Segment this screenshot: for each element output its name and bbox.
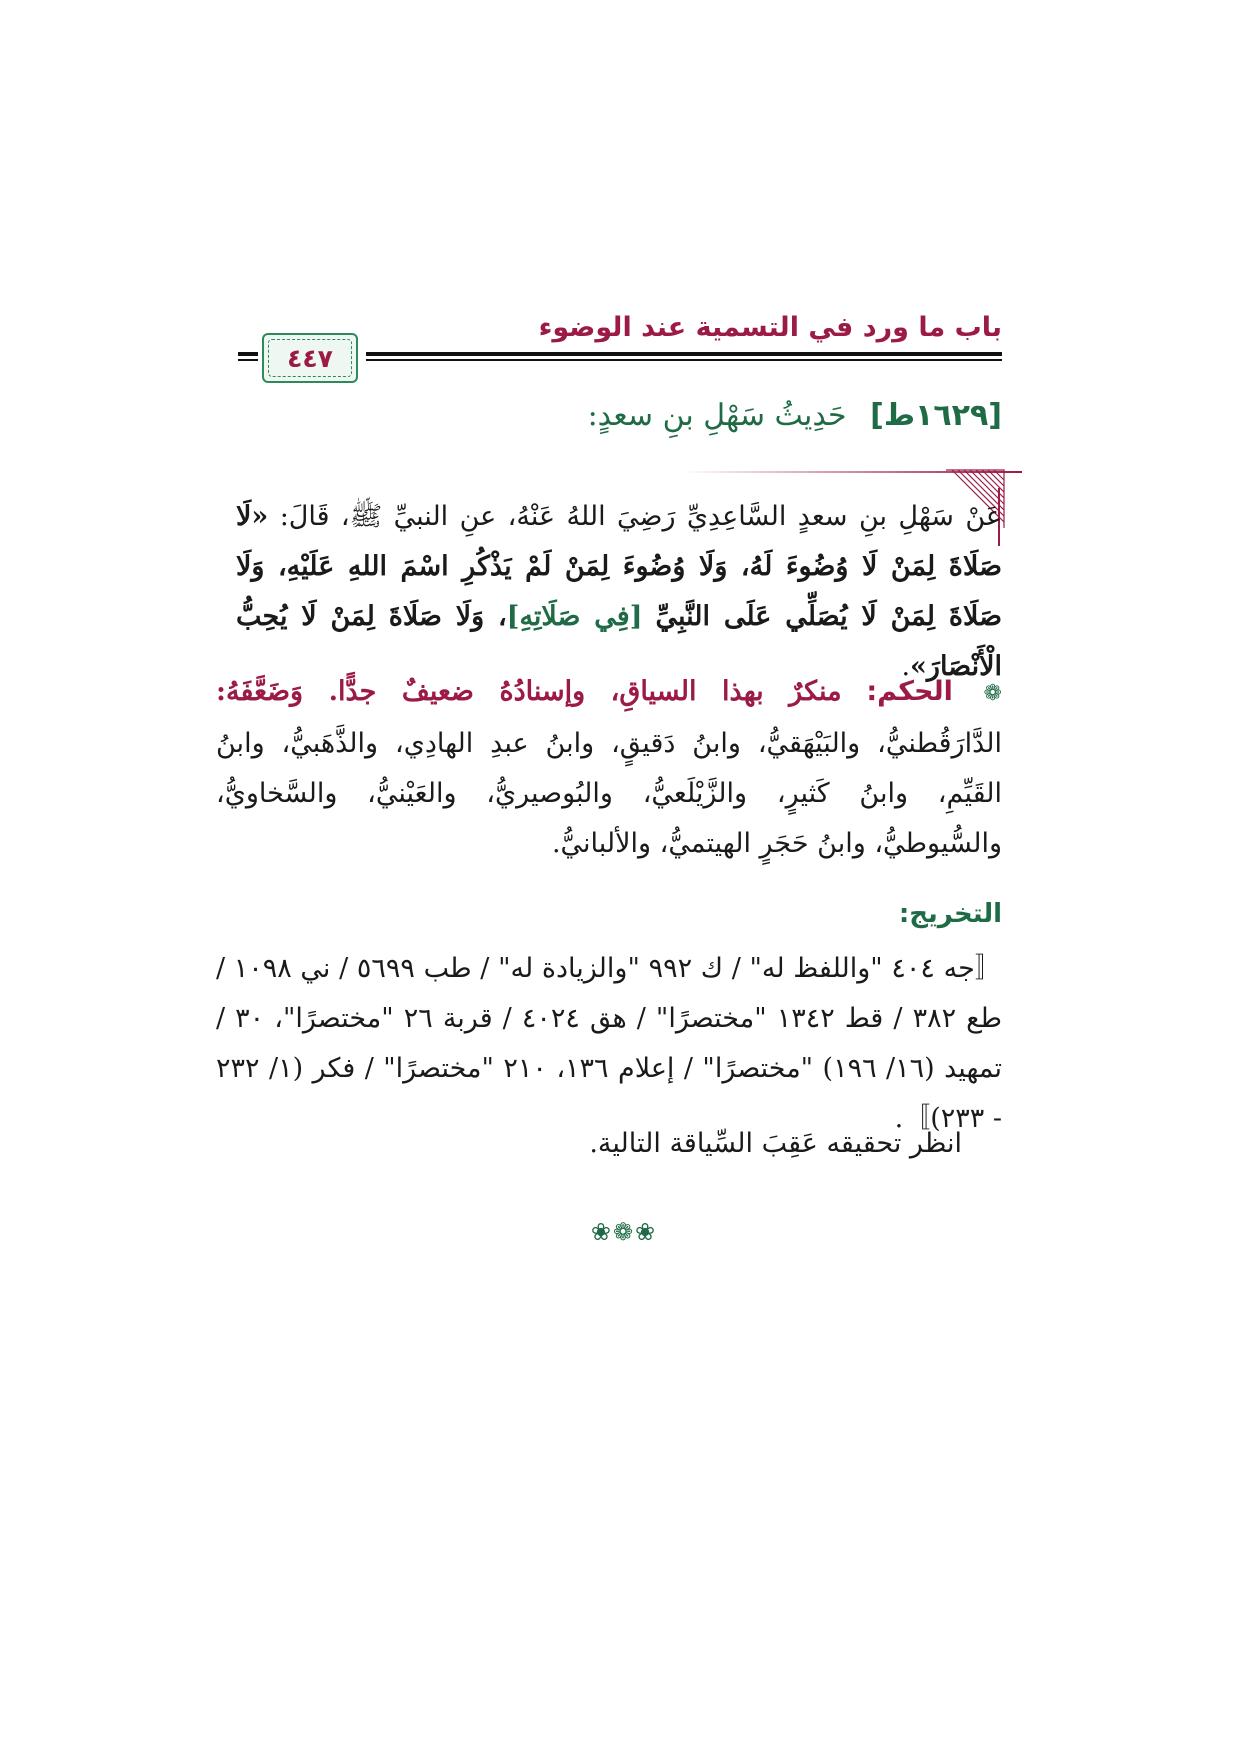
ruling-label: الحكم: <box>866 676 953 707</box>
hadith-number: [١٦٢٩ط] <box>870 398 1002 433</box>
ruling-scholars: الدَّارَقُطنيُّ، والبَيْهَقيُّ، وابنُ دَقيقٍ، وابنُ عبدِ الهادِي، والذَّهَبيُّ، وابنُ القَيِّمِ، وابنُ كَثيرٍ، والزَّيْلَعيُّ، والبُوصيريُّ، والعَيْنيُّ، والسَّخاويُّ، والسُّيوطيُّ، وابنُ حَجَرٍ الهيتميُّ، والألبانيُّ. <box>216 728 1002 859</box>
takhrij-text: 〚جه ٤٠٤ "واللفظ له" / ك ٩٩٢ "والزيادة له" / طب ٥٦٩٩ / ني ١٠٩٨ / طع ٣٨٢ / قط ١٣٤٢ "مختصرًا" / هق ٤٠٢٤ / قربة ٢٦ "مختصرًا"، ٣٠ / تمهيد (١٦/ ١٩٦) "مختصرًا" / إعلام ١٣٦، ٢١٠ "مختصرًا" / فكر (١/ ٢٣٢ - ٢٣٣)〛. <box>216 953 1003 1134</box>
flower-icon: ❁ <box>983 681 1002 706</box>
ruling-value: منكرٌ بهذا السياقِ، وإسنادُهُ ضعيفٌ جدًّا. وَضَعَّفَهُ: <box>216 676 842 707</box>
takhrij-label: التخريج: <box>898 899 1002 929</box>
header-rule <box>366 352 1002 362</box>
running-title: باب ما ورد في التسمية عند الوضوء <box>538 312 1002 343</box>
page-number: ٤٤٧ <box>287 343 333 373</box>
ruling-paragraph <box>216 667 1002 869</box>
hadith-addition: [فِي صَلَاتِهِ] <box>506 601 643 632</box>
hadith-end: . <box>901 651 911 682</box>
cross-reference-note: انظر تحقيقه عَقِبَ السِّياقة التالية. <box>589 1128 962 1159</box>
page-number-badge <box>262 333 358 383</box>
hadith-text <box>236 492 1002 692</box>
hadith-title: حَدِيثُ سَهْلِ بنِ سعدٍ: <box>587 398 847 433</box>
hadith-matn-part-2: ، وَلَا صَلَاةَ لِمَنْ لَا يُحِبُّ الْأَنْصَارَ» <box>236 601 1002 682</box>
hadith-heading <box>588 398 1002 433</box>
header-rule-short <box>238 352 258 362</box>
hadith-matn-part-1: «لَا صَلَاةَ لِمَنْ لَا وُضُوءَ لَهُ، وَلَا وُضُوءَ لِمَنْ لَمْ يَذْكُرِ اسْمَ اللهِ عَلَيْهِ، وَلَا صَلَاةَ لِمَنْ لَا يُصَلِّي عَلَى النَّبِيِّ <box>236 501 1003 632</box>
end-ornament-icon: ❀❁❀ <box>590 1218 658 1246</box>
hadith-intro: عَنْ سَهْلِ بنِ سعدٍ السَّاعِدِيِّ رَضِيَ اللهُ عَنْهُ، عنِ النبيِّ ﷺ، قَالَ: <box>279 501 1002 532</box>
